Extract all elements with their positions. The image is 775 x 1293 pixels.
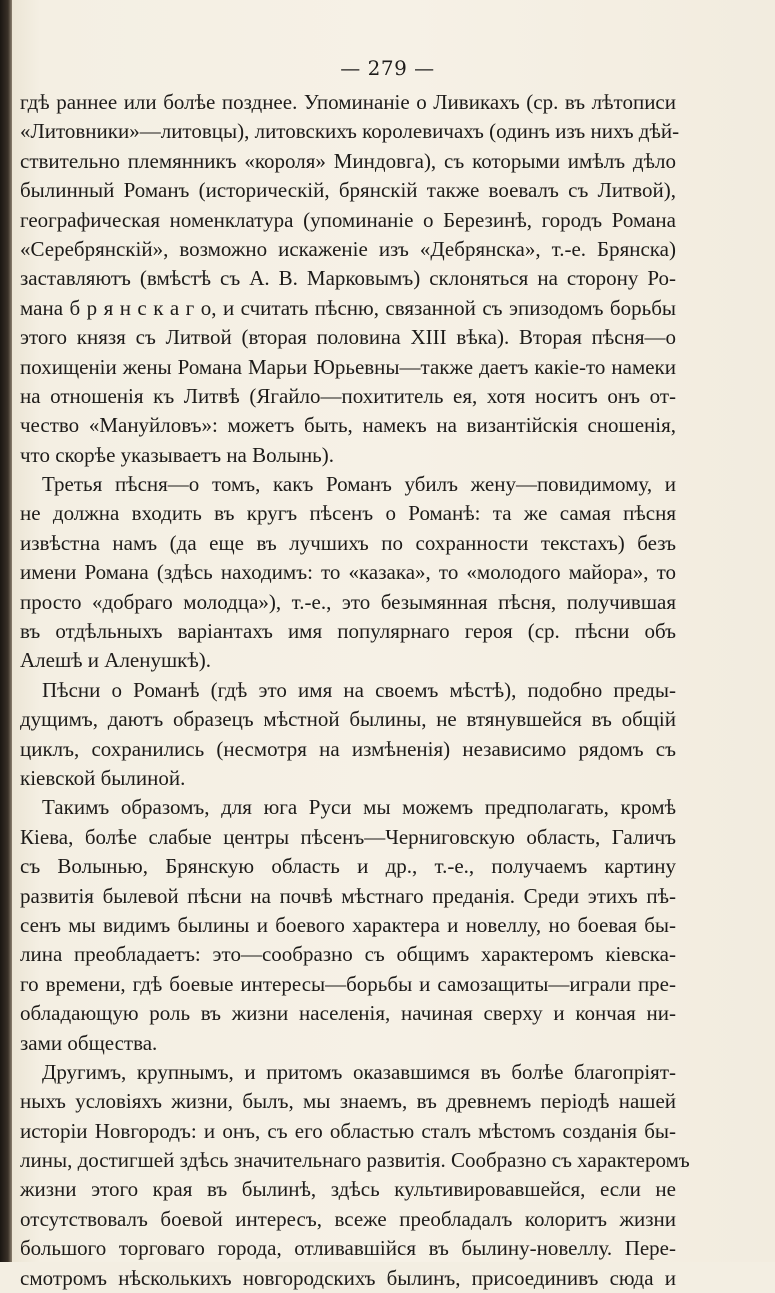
text-line: «Литовники»—литовцы), литовскихъ королевичахъ (одинъ изъ нихъ дѣй-	[20, 119, 680, 144]
text-line: лина преобладаетъ: это—сообразно съ общимъ характеромъ кіевска-	[20, 942, 676, 967]
text-line: большого торговаго города, отливавшійся въ былину-новеллу. Пере-	[20, 1236, 676, 1261]
text-line: развитія былевой пѣсни на почвѣ мѣстнаго преданія. Среди этихъ пѣ-	[20, 883, 676, 908]
text-line: обладающую роль въ жизни населенія, начиная сверху и кончая ни-	[20, 1001, 676, 1026]
text-line: ствительно племянникъ «короля» Миндовга), съ которыми имѣлъ дѣло	[20, 148, 676, 173]
text-line: заставляютъ (вмѣстѣ съ А. В. Марковымъ) склоняться на сторону Ро-	[20, 266, 676, 291]
text-line: Третья пѣсня—о томъ, какъ Романъ убилъ жену—повидимому, и	[42, 472, 676, 497]
text-line: чество «Мануйловъ»: можетъ быть, намекъ на византійскія сношенія,	[20, 413, 676, 438]
text-line: исторіи Новгородъ: и онъ, съ его областью сталъ мѣстомъ созданія бы-	[20, 1118, 676, 1143]
text-line: Другимъ, крупнымъ, и притомъ оказавшимся въ болѣе благопріят-	[42, 1059, 676, 1084]
text-line: Кіева, болѣе слабые центры пѣсенъ—Черниговскую область, Галичъ	[20, 824, 676, 849]
text-line: ныхъ условіяхъ жизни, былъ, мы знаемъ, въ древнемъ періодѣ нашей	[20, 1089, 676, 1114]
text-line: го времени, гдѣ боевые интересы—борьбы и самозащиты—играли пре-	[20, 971, 676, 996]
text-line: мана б р я н с к а г о, и считать пѣсню, связанной съ эпизодомъ борьбы	[20, 295, 676, 320]
text-line: жизни этого края въ былинѣ, здѣсь культивировавшейся, если не	[20, 1177, 676, 1202]
text-line: на отношенія къ Литвѣ (Ягайло—похититель ея, хотя носитъ онъ от-	[20, 383, 676, 408]
body-text	[20, 88, 690, 1293]
text-line: сенъ мы видимъ былины и боевого характера и новеллу, но боевая бы-	[20, 912, 676, 937]
text-line: этого князя съ Литвой (вторая половина XIII вѣка). Вторая пѣсня—о	[20, 325, 676, 350]
text-line: имени Романа (здѣсь находимъ: то «казака», то «молодого майора», то	[20, 560, 676, 585]
text-line: Пѣсни о Романѣ (гдѣ это имя на своемъ мѣстѣ), подобно преды-	[42, 677, 676, 702]
text-line: похищеніи жены Романа Марьи Юрьевны—также даетъ какіе-то намеки	[20, 354, 676, 379]
text-line: съ Волынью, Брянскую область и др., т.-е., получаемъ картину	[20, 854, 676, 879]
text-line: Такимъ образомъ, для юга Руси мы можемъ предполагать, кромѣ	[42, 795, 676, 820]
text-line: извѣстна намъ (да еще въ лучшихъ по сохранности текстахъ) безъ	[20, 530, 676, 555]
text-line: Алешѣ и Аленушкѣ).	[20, 648, 211, 673]
text-line: «Серебрянскій», возможно искаженіе изъ «Дебрянска», т.-е. Брянска)	[20, 236, 676, 261]
text-line: былинный Романъ (историческій, брянскій также воевалъ съ Литвой),	[20, 178, 676, 203]
text-line: не должна входить въ кругъ пѣсенъ о Романѣ: та же самая пѣсня	[20, 501, 676, 526]
text-line: гдѣ раннее или болѣе позднее. Упоминаніе о Ливикахъ (ср. въ лѣтописи	[20, 90, 676, 114]
page-number: — 279 —	[340, 56, 435, 80]
text-line: что скорѣе указываетъ на Волынь).	[20, 442, 335, 467]
text-line: просто «добраго молодца»), т.-е., это безымянная пѣсня, получившая	[20, 589, 676, 614]
book-spine-shadow	[0, 0, 12, 1262]
text-line: зами общества.	[20, 1030, 158, 1055]
text-line: географическая номенклатура (упоминаніе о Березинѣ, городъ Романа	[20, 207, 676, 232]
text-line: дущимъ, даютъ образецъ мѣстной былины, не втянувшейся въ общій	[20, 707, 676, 732]
text-line: лины, достигшей здѣсь значительнаго развитія. Сообразно съ характеромъ	[20, 1148, 690, 1173]
text-line: смотромъ нѣсколькихъ новгородскихъ былинъ, присоединивъ сюда и	[20, 1265, 676, 1290]
text-line: отсутствовалъ боевой интересъ, всеже преобладалъ колоритъ жизни	[20, 1206, 676, 1231]
text-line: циклъ, сохранились (несмотря на измѣненія) независимо рядомъ съ	[20, 736, 676, 761]
text-line: въ отдѣльныхъ варіантахъ имя популярнаго героя (ср. пѣсни объ	[20, 619, 676, 644]
text-line: кіевской былиной.	[20, 765, 186, 790]
